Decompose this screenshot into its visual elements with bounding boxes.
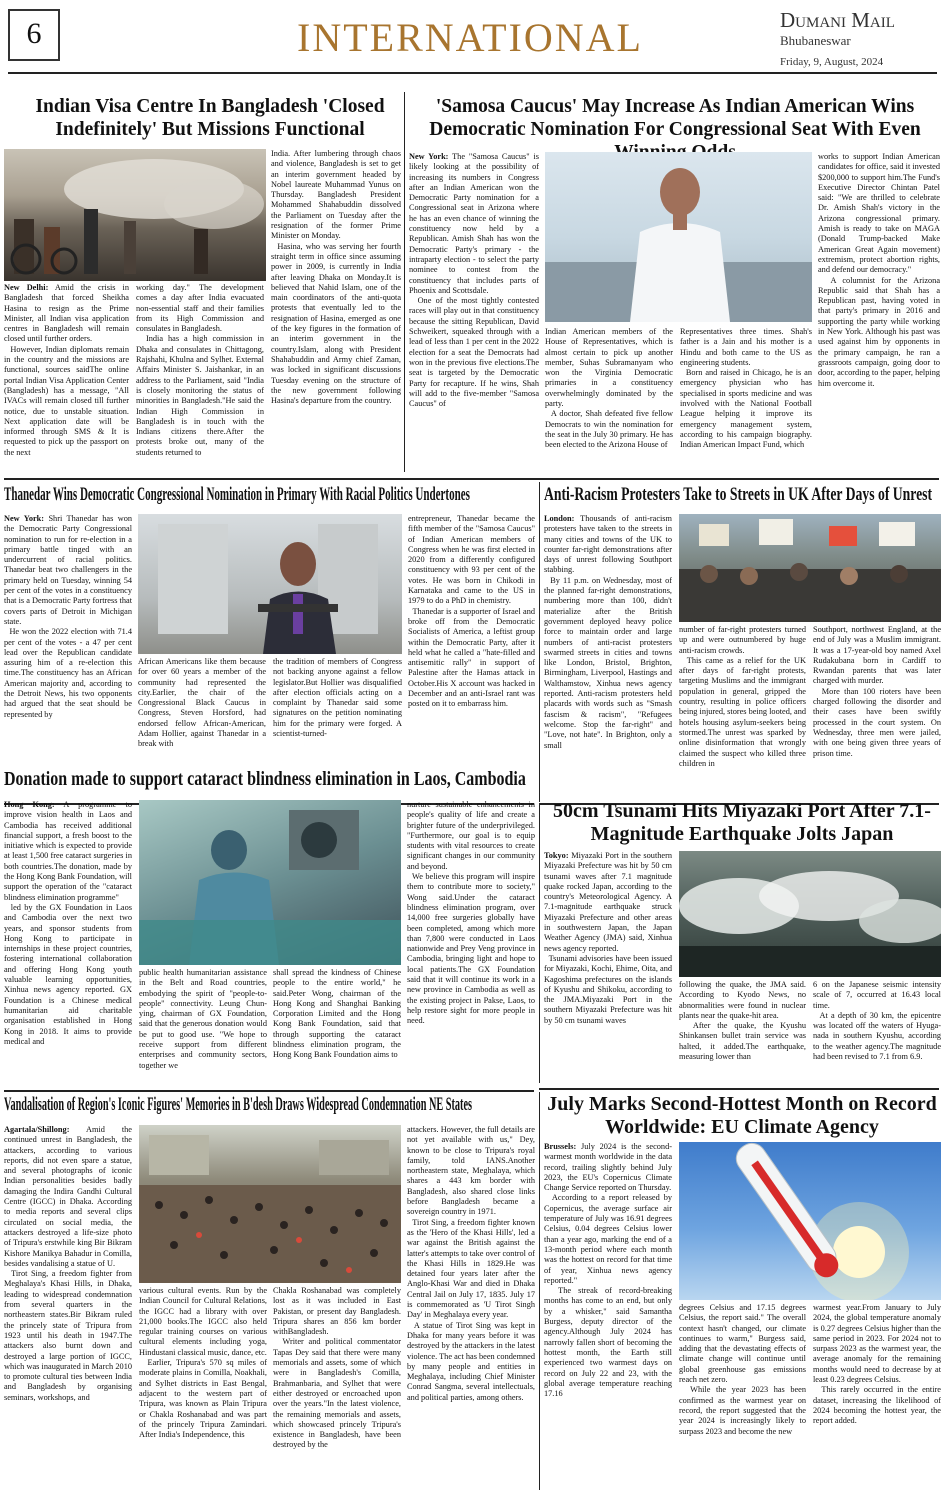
headline-visa-centre: Indian Visa Centre In Bangladesh 'Closed Indefinitely' But Missions Functional xyxy=(35,96,385,140)
cataract-col-2: public health humanitarian assistance in the Belt and Road countries, embodying the spirit of "people-to-people" connectivity. Leung Chun-ying, chairman of GX Foundation, said that the generous donation would be put to good use. "We hope to receive support from different enterprises and community sectors, together we xyxy=(139,968,267,1070)
paper-name: Dumani Mail xyxy=(780,8,895,32)
headline-cataract-wrap: Donation made to support cataract blindness elimination in Laos, Cambodia xyxy=(4,768,526,790)
climate-col-1: Brussels: July 2024 is the second-warmest month worldwide in the data record, trailing slightly behind July 2023, the EU's Copernicus Climate Change Service reported on Thursday. According to a report released by Copernicus, the average surface air temperature of July was 16.91 degrees Celsius, 0.04 degrees Celsius lower than a year ago, marking the end of a 13-month period where each month was the hottest on record for that time of year, Xinhua news agency reported." The streak of record-breaking months has come to an end, but only by a whisker," said Samantha Burgess, deputy director of the agency.Although July 2024 has narrowly fallen short of becoming the hottest month, the Earth still experienced two warmest days on record on July 22 and 23, with the global average temperature reaching 17.16 xyxy=(544,1142,672,1399)
antiracism-col-1: London: Thousands of anti-racism protesters have taken to the streets in many cities and towns of the UK to counter far-right demonstrations after days of unrest following Southport stabbing. By 11 p.m. on Wednesday, most of the planned far-right demonstrations, numbering more than 100, didn't materialize after the British government deployed heavy police force to maintain order and large numbers of anti-racist protesters swarmed streets in cities and towns like London, Bristol, Brighton, Birmingham, Liverpool, Hastings and Walthamstow, Xinhua news agency reported. Anti-racism protesters held placards with words such as "Smash fascism & racism", "Refugees welcome. Stop the far-right" and "Love, not hate". In Brighton, only a small xyxy=(544,514,672,750)
section-title: INTERNATIONAL xyxy=(297,15,643,60)
antiracism-col-3: Southport, northwest England, at the end of July was a Muslim immigrant. It was a 17-year-old boy named Axel Rudakubana born in Cardiff to Rwandan parents that was later charged with murder. More than 100 rioters have been charged following the disorder and their cases have been swiftly processed in the court system. On Wednesday, three men were jailed, with one being given three years of prison time. xyxy=(813,625,941,758)
cataract-col-3: shall spread the kindness of Chinese people to the entire world," he said.Peter Wong, chairman of the Hong Kong and Shanghai Banking Corporation Limited and the Hong Kong Bank Foundation, said that through supporting the cataract blindness elimination program, the Hong Kong Bank Foundation aims to xyxy=(273,968,401,1060)
thanedar-photo xyxy=(138,514,402,654)
thermometer-sun-photo xyxy=(679,1142,941,1300)
headline-samosa-caucus: 'Samosa Caucus' May Increase As Indian American Wins Democratic Nomination For Congressional Seat With Even xyxy=(429,96,921,140)
climate-col-3: warmest year.From January to July 2024, the global temperature anomaly is 0.27 degrees Celsius higher than the same period in 2023. For 2024 not to surpass 2023 as the warmest year, the average anomaly for the remaining months would need to decrease by at least 0.23 degrees Celsius. This rarely occurred in the entire dataset, increasing the likelihood of 2024 becoming the hottest year, the report added. xyxy=(813,1303,941,1426)
page-number: 6 xyxy=(8,9,60,61)
city: Bhubaneswar xyxy=(780,33,851,48)
tsunami-col-2: following the quake, the JMA said. According to Kyodo News, no abnormalities were found in nuclear plants near the quake-hit area. After the quake, the Kyushu Shinkansen bullet train service was halted, it added.The earthquake, measuring lower than xyxy=(679,980,806,1062)
eye-surgery-photo xyxy=(139,800,401,965)
headline-tsunami: 50cm Tsunami Hits Miyazaki Port After 7.1-Magnitude Earthquake Jolts Japan xyxy=(553,800,931,845)
tsunami-waves-photo xyxy=(679,851,941,977)
vandal-col-2: various cultural events. Run by the Indian Council for Cultural Relations, the IGCC had a library with over 21,000 books.The IGCC also held regular training courses on various cultural elements including yoga, Hindustani classical music, dance, etc. Earlier, Tripura's 570 sq miles of moderate plains in Comilla, Noakhali, and Sylhet districts in East Bengal, adjacent to the western part of Tripura, was known as Plain Tripura or Chakla Roshanabad and was part of the princely Tripura Zamindari. After India's Independence, this xyxy=(139,1286,267,1440)
samosa-col-4: works to support Indian American candidates for office, said it invested $200,000 to support him.The Fund's Executive Director Chintan Patel said: "We are thrilled to celebrate Dr. Amish Shah's victory in the Arizona congressional primary. Amish is ready to take on MAGA (Donald Trump-backed Make American Great Again movement) extremism, protect abortion rights, and defend our democracy." A columnist for the Arizona Republic said that Shah has a Republican past, having voted in that party's primary in 2016 and supporting the party while working in New York. Although his past was used against him by opponents in the primary campaign, he ran a grassroots campaign, going door to door, according to the paper, helping him overcome it. xyxy=(818,152,940,388)
climate-col-2: degrees Celsius and 17.15 degrees Celsius, the report said." The overall context hasn't changed, our climate continues to warm," Burgess said, adding that the devastating effects of climate change will continue until global greenhouse gas emissions reach net zero. While the year 2023 has been confirmed as the warmest year on record, the report suggested that the year 2024 is increasingly likely to surpass 2023 and become the new xyxy=(679,1303,806,1436)
cataract-col-4: nurture sustainable enhancements in people's quality of life and create a brighter future of the underprivileged. "Furthermore, our goal is to equip students with vital resources to create significant changes in our community and beyond. We believe this program will inspire them to contribute more to society," Wong said.Under the cataract blindness elimination program, over 14,000 free surgeries globally have been completed, among which more than 7,800 were conducted in Laos nationwide and Prey Veng province in Cambodia, bringing light and hope to local patients.The GX Foundation said that it will continue its work in a new province in Cambodia as well as the existing project in Pakse, Laos, to help restore sight for more people in need. xyxy=(407,800,535,1026)
dhaka-crowd-photo xyxy=(139,1125,401,1283)
thanedar-col-2: African Americans like them because for over 60 years a member of the community had represented the city.Earlier, the chair of the Congressional Black Caucus in Congress, Steven Horsford, had endorsed fellow African-American, Adam Hollier, against Thanedar in a break with xyxy=(138,657,266,749)
vandal-col-1: Agartala/Shillong: Amid the continued unrest in Bangladesh, the attackers, according to various reports, did not even spare a statue, and several photographs of iconic Indian personalities besides badly damaging the Indira Gandhi Cultural Centre (IGCC) in Dhaka. According to media reports and several clips circulated on social media, the attackers destroyed a life-size photo of Tripura's erstwhile king Bir Bikram Kishore Manikya Bahadur in Comilla, besides vandalising a statue of U. Tirot Sing, a freedom fighter from Meghalaya's Khasi Hills, in Dhaka, leading to widespread condemnation from several quarters in the northeastern states.Bir Bikram ruled the princely state of Tripura from 1923 until his death in 1947.The attackers also burnt down and destroyed a large portion of IGCC, which was inaugurated in March 2010 to promote cultural ties between India and Bangladesh by organising seminars, workshops, and xyxy=(4,1125,132,1402)
headline-thanedar: Thanedar Wins Democratic Congressional Nomination in Primary With Racial Politics Undertones xyxy=(4,484,470,505)
headline-july-hottest: July Marks Second-Hottest Month on Record Worldwide: EU Climate Agency xyxy=(547,1093,937,1138)
date: Friday, 9, August, 2024 xyxy=(780,56,884,68)
thanedar-col-1: New York: Shri Thanedar has won the Democratic Party Congressional nomination to run for re-election in a primary battle tinged with an undercurrent of racial politics. Thanedar beat two challengers in the primary held on Tuesday, winning 54 per cent of the votes in a constituency that is a Democratic Party fortress that covers parts of Detroit in Michigan state. He won the 2022 election with 71.4 per cent of the votes - a 47 per cent lead over the Republican candidate assuring him of a re-election this time.The constituency has an African American majority and, according to the Detroit News, his two opponents had argued that the seat should be represented by xyxy=(4,514,132,719)
samosa-col-1: New York: The "Samosa Caucus" is likely looking at the possibility of increasing its numbers in Congress after an Indian American won the Democratic Party nomination for a Congressional seat in Arizona where he has an even chance of winning the constituency now held by a Republican. Amish Shah has won the Democratic Party's primary - the intraparty election - to select the party nominee to contest from the constituency that includes parts of Phoenix and Scottsdale. One of the most tightly contested races will play out in that constituency because the sitting Republican, David Schweikert, squeaked through with a lead of less than 1 per cent in the 2022 election for a seat the Democrats had won in the previous five elections.The seat is targeted by the Democratic Party for recapture. If he wins, Shah will add to the five-member "Samosa Caucus" of xyxy=(409,152,539,409)
headline-vandalisation: Vandalisation of Region's Iconic Figures' Memories in B'desh Draws Widespread Condemnation NE States xyxy=(4,1094,473,1115)
visa-col-2: working day." The development comes a day after India evacuated non-essential staff and their families from its High Commission and consulates in Bangladesh. India has a high commission in Dhaka and consulates in Chittagong, Rajshahi, Khulna and Sylhet. External Affairs Minister S. Jaishankar, in an address to the Parliament, said "India is closely monitoring the status of minorities in Bangladesh."He said the Indian High Commission in Bangladesh is in touch with the Indians citizens there.After the protests broke out, many of the students returned to xyxy=(136,283,264,457)
vandal-col-3: Chakla Roshanabad was completely lost as it was included in East Pakistan, or present day Bangladesh. Tripura shares an 856 km border withBangladesh. Writer and political commentator Tapas Dey said that there were many memorials and assets, some of which were in Bangladesh's Comilla, Brahmanbaria, and Sylhet that were either destroyed or encroached upon over the years."In the latest violence, the remaining memorials and assets, which showcased princely Tripura's existence in Bangladesh, have been destroyed by the xyxy=(273,1286,401,1450)
visa-col-3: India. After lumbering through chaos and violence, Bangladesh is set to get an interim government headed by Nobel laureate Muhammad Yunus on Thursday. Bangladesh President Mohammed Shahabuddin dissolved the Parliament on Tuesday after the resignation of the former Prime Minister on Monday. Hasina, who was serving her fourth straight term in office since assuming power in 2009, is currently in India after leaving Dhaka on Monday.It is believed that Nahid Islam, one of the main coordinators of the anti-quota protests that eventually led to the resignation of Hasina, emerged as one of the key figures in the formation of an interim government in the country.Islam, along with President Shahabuddin and Army chief Zaman, was locked in significant discussions Tuesday evening on the structure of the new government following Hasina's departure from the country. xyxy=(271,149,401,406)
amish-shah-photo xyxy=(545,152,812,322)
uk-protest-photo xyxy=(679,514,941,622)
bangladesh-protest-photo xyxy=(4,149,266,281)
thanedar-col-3: the tradition of members of Congress not backing anyone against a fellow legislator.But Hollier was disqualified after election officials acting on a complaint by Thanedar said some signatures on the petition nominating him for the primary were forged. A scientist-turned- xyxy=(273,657,402,739)
tsunami-col-1: Tokyo: Miyazaki Port in the southern Miyazaki Prefecture was hit by 50 cm tsunami waves after 7.1 magnitude quake rocked Japan, according to the country's Meteorological Agency. A 7.1-magnitude earthquake struck Miyazaki Prefecture and other areas in southwestern Japan, the Japan Weather Agency (JMA) said, Xinhua news agency reported. Tsunami advisories have been issued for Miyazaki, Kochi, Ehime, Oita, and Kagoshima prefectures on the islands of Kyushu and Shikoku, according to the JMA.Miyazaki Port in the southern Miyazaki Prefecture was hit by 50 cm tsunami waves xyxy=(544,851,672,1025)
thanedar-col-4: entrepreneur, Thanedar became the fifth member of the "Samosa Caucus" of Indian American members of Congress when he was first elected in 2020 from a differently configured constituency with 93 per cent of the votes. He was born in Chikodi in Karnataka and came to the US in 1979 to do a PhD in chemistry. Thanedar is a supporter of Israel and broke off from the Democratic Socialists of America, a leftist group within the Democratic Party, after it held what he called a "hate-filled and antisemitic rally" in support of Palestine after the Hamas attack in October.His X account was hacked in December and an anti-Israel rant was posted on it to embarrass him. xyxy=(408,514,535,709)
samosa-col-2: Indian American members of the House of Representatives, which is almost certain to pick up another member, Suhas Subramanyam who won the Virginia Democratic primaries in a constituency overwhelmingly dominated by the party. A doctor, Shah defeated five fellow Democrats to win the nomination for the seat in the July 30 primary. He has been elected to the Arizona House of xyxy=(545,327,673,450)
samosa-col-3: Representatives three times. Shah's father is a Jain and his mother is a Hindu and both came to the US as engineering students. Born and raised in Chicago, he is an emergency physician who has specialised in sports medicine and was involved with the National Football League helping it improve its emergency management system, according to his campaign biography. Indian American Impact Fund, which xyxy=(680,327,812,450)
tsunami-col-3: 6 on the Japanese seismic intensity scale of 7, occurred at 16.43 local time. At a depth of 30 km, the epicentre was located off the waters of Hyuga-nada in southern Kyushu, according to the weather agency.The magnitude had been revised to 7.1 from 6.9. xyxy=(813,980,941,1062)
vandal-col-4: attackers. However, the full details are not yet available with us," Dey, known to be close to Tripura's royal family, told IANS.Another northeastern state, Meghalaya, which shares a 443 km border with Bangladesh, also shared close links before Bangladesh became a sovereign country in 1971. Tirot Sing, a freedom fighter known as the 'Hero of the Khasi Hills', led a war against the British against the latter's attempts to take over control of the Khasi Hills in 1829.He was detained four years later after the Anglo-Khasi War and died in Dhaka Central Jail on July 17, 1835. July 17 is commemorated as 'U Tirot Singh Day' in Meghalaya every year. A statue of Tirot Sing was kept in Dhaka for many years before it was destroyed by the attackers in the latest violence. The act has been condemned by many people and entities in Meghalaya, including Chief Minister Conrad Sangma, several intellectuals, and political parties, among others. xyxy=(407,1125,535,1402)
cataract-col-1: Hong Kong: A programme to improve vision health in Laos and Cambodia has received additional financial support, a fresh boost to the initiative which is expected to provide at least 1,500 free cataract surgeries in both countries.The donation, made by the Hong Kong Bank Foundation, will support the operation of the "cataract blindness elimination programme" led by the GX Foundation in Laos and Cambodia over the next two years, and sponsor students from Hong Kong to participate in internships in these project countries, fostering international collaboration and offering Hong Kong youth valuable learning opportunities, Xinhua news agency reported. GX Foundation is a Chinese medical humanitarian aid charitable organisation established in Hong Kong in 2018. It aims to provide medical and xyxy=(4,800,132,1046)
headline-anti-racism: Anti-Racism Protesters Take to Streets in UK After Days of Unrest xyxy=(544,484,933,505)
visa-col-1: New Delhi: Amid the crisis in Bangladesh that forced Sheikha Hasina to resign as the Prime Minister, all Indian visa application centres in Bangladesh will remain closed until further orders. However, Indian diplomats remain in the country and the missions are functional, sources saidThe online portal Indian Visa Application Center (Bangladesh) has a message, "All IVACs will remain closed till further notice, due to unstable situation. Next application date will be informed through SMS & It is requested to pick up the passport on the next xyxy=(4,283,129,457)
antiracism-col-2: number of far-right protesters turned up and were outnumbered by huge anti-racism crowds. This came as a relief for the UK after days of far-right protests, targeting Muslims and the immigrant population in general, gripped the country, resulting in police officers being injured, stores being looted, and hotels housing asylum-seekers being stormed.The unrest was sparked by online disinformation that wrongly claimed the suspect who killed three children in xyxy=(679,625,806,768)
